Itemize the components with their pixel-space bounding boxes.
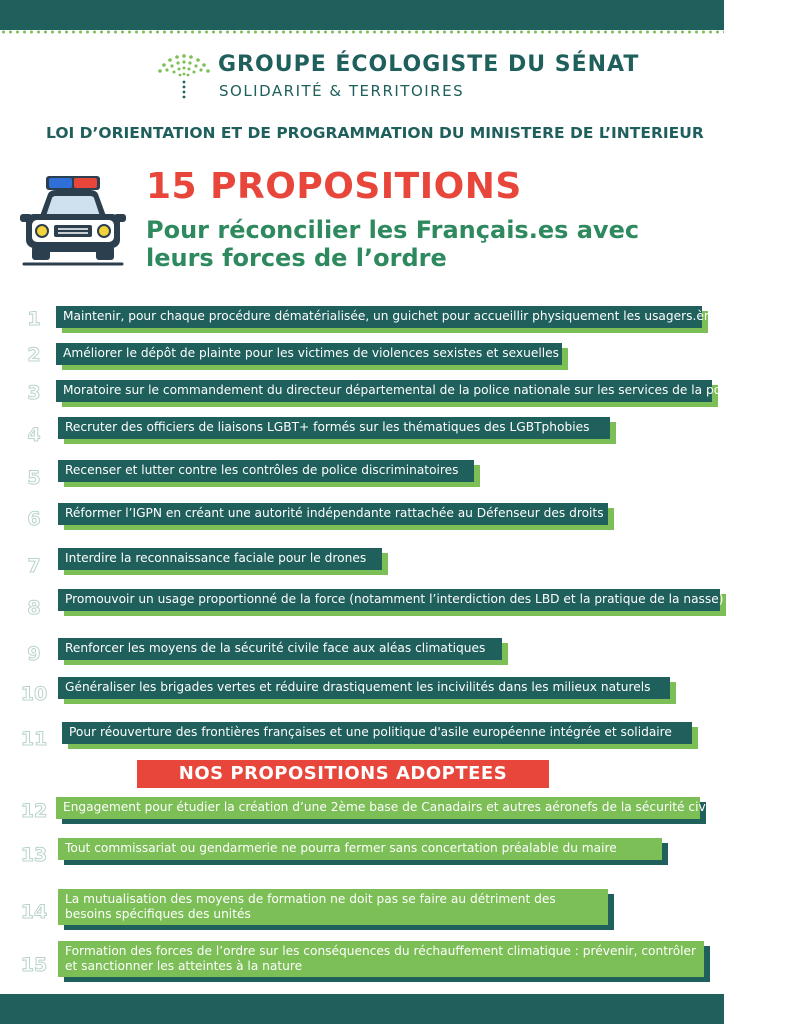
adopted-proposition-number: 13 xyxy=(20,844,48,866)
proposition-text: Pour réouverture des frontières françaises et une politique d'asile européenne intégrée et solidaire xyxy=(62,722,692,744)
proposition-text: Moratoire sur le commandement du directeur départemental de la police nationale sur les services de la police judiciaire xyxy=(56,380,712,402)
adopted-proposition-text: Formation des forces de l’ordre sur les conséquences du réchauffement climatique : prévenir, contrôler et sanctionner les atteintes à la nature xyxy=(58,941,704,977)
proposition-text: Recenser et lutter contre les contrôles de police discriminatoires xyxy=(58,460,474,482)
proposition-text: Maintenir, pour chaque procédure dématérialisée, un guichet pour accueillir physiquement les usagers.ères xyxy=(56,306,702,328)
proposition-number: 9 xyxy=(27,643,41,665)
proposition-number: 5 xyxy=(27,467,41,489)
hero-subtitle: Pour réconcilier les Français.es avec leurs forces de l’ordre xyxy=(146,216,640,272)
proposition-text: Réformer l’IGPN en créant une autorité indépendante rattachée au Défenseur des droits xyxy=(58,503,608,525)
proposition-number: 7 xyxy=(27,555,41,577)
proposition-text: Améliorer le dépôt de plainte pour les victimes de violences sexistes et sexuelles xyxy=(56,343,562,365)
proposition-text: Généraliser les brigades vertes et réduire drastiquement les incivilités dans les milieux naturels xyxy=(58,677,670,699)
proposition-text: Renforcer les moyens de la sécurité civile face aux aléas climatiques xyxy=(58,638,502,660)
adopted-proposition-number: 12 xyxy=(20,800,48,822)
adopted-proposition-text: Engagement pour étudier la création d’une 2ème base de Canadairs et autres aéronefs de la sécurité civile xyxy=(56,797,700,819)
proposition-number: 6 xyxy=(27,508,41,530)
proposition-text: Interdire la reconnaissance faciale pour le drones xyxy=(58,548,382,570)
bottom-band xyxy=(0,994,724,1024)
proposition-number: 1 xyxy=(27,308,41,330)
proposition-number: 3 xyxy=(27,382,41,404)
proposition-number: 8 xyxy=(27,597,41,619)
proposition-number: 2 xyxy=(27,344,41,366)
police-car-icon xyxy=(20,172,126,272)
proposition-text: Promouvoir un usage proportionné de la force (notamment l’interdiction des LBD et la pratique de la nasse) xyxy=(58,589,720,611)
top-band xyxy=(0,0,724,30)
org-subtitle: SOLIDARITÉ & TERRITOIRES xyxy=(219,82,465,100)
adopted-proposition-number: 15 xyxy=(20,954,48,976)
adopted-proposition-text: Tout commissariat ou gendarmerie ne pourra fermer sans concertation préalable du maire xyxy=(58,838,662,860)
dotted-divider xyxy=(0,29,724,35)
law-title: LOI D’ORIENTATION ET DE PROGRAMMATION DU MINISTERE DE L’INTERIEUR xyxy=(46,124,704,142)
proposition-number: 10 xyxy=(20,683,48,705)
adopted-proposition-number: 14 xyxy=(20,901,48,923)
proposition-number: 4 xyxy=(27,424,41,446)
adopted-banner: NOS PROPOSITIONS ADOPTEES xyxy=(137,760,549,788)
proposition-text: Recruter des officiers de liaisons LGBT+ formés sur les thématiques des LGBTphobies xyxy=(58,417,610,439)
hero-title: 15 PROPOSITIONS xyxy=(146,166,522,207)
proposition-number: 11 xyxy=(20,728,48,750)
org-name: GROUPE ÉCOLOGISTE DU SÉNAT xyxy=(218,52,640,77)
adopted-proposition-text: La mutualisation des moyens de formation ne doit pas se faire au détriment des besoins spécifiques des unités xyxy=(58,889,608,925)
fan-dots-logo-icon xyxy=(155,50,213,102)
